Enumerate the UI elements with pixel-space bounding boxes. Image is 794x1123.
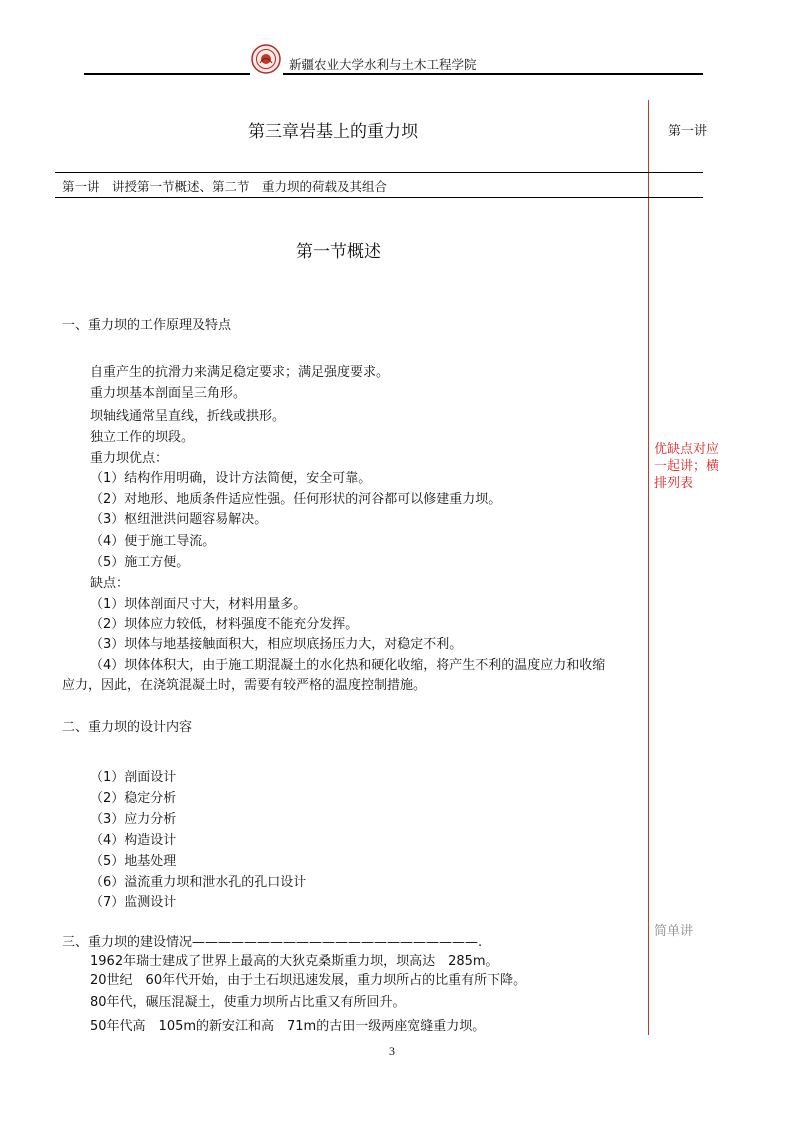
advantage-item: （1）结构作用明确，设计方法简便，安全可靠。 [90,471,372,486]
lecture-rule-bottom [55,197,703,198]
advantage-item: （3）枢纽泄洪问题容易解决。 [90,512,268,527]
history-line: 1962年瑞士建成了世界上最高的大狄克桑斯重力坝，坝高达 285m。 [90,954,499,969]
university-seal-logo [251,44,281,74]
part3-heading: 三、重力坝的建设情况——————————————————————. [62,935,483,950]
lecture-tag: 第一讲 [668,124,708,139]
advantage-item: （2）对地形、地质条件适应性强。任何形状的河谷都可以修建重力坝。 [90,492,502,507]
design-item: （6）溢流重力坝和泄水孔的孔口设计 [90,875,307,890]
part1-line: 重力坝基本剖面呈三角形。 [90,386,247,401]
margin-note-brief: 简单讲 [654,924,694,939]
lecture-rule-top [55,172,703,173]
chapter-title: 第三章岩基上的重力坝 [248,122,418,142]
design-item: （5）地基处理 [90,854,177,869]
margin-note-pros-cons: 优缺点对应 一起讲；横 排列表 [654,442,720,491]
design-item: （1）剖面设计 [90,770,177,785]
lecture-line: 第一讲 讲授第一节概述、第二节 重力坝的荷载及其组合 [62,179,388,194]
disadvantage-item: （2）坝体应力较低，材料强度不能充分发挥。 [90,617,359,632]
page-number: 3 [389,1044,395,1058]
header-rule-right [283,73,703,75]
design-item: （4）构造设计 [90,833,177,848]
history-line: 20世纪 60年代开始，由于土石坝迅速发展，重力坝所占的比重有所下降。 [90,973,527,988]
part1-line: 独立工作的坝段。 [90,430,195,445]
design-item: （3）应力分析 [90,812,177,827]
header-institution: 新疆农业大学水利与土木工程学院 [289,57,477,72]
advantage-item: （5）施工方便。 [90,555,190,570]
disadvantage-item: （1）坝体剖面尺寸大，材料用量多。 [90,597,307,612]
design-item: （2）稳定分析 [90,791,177,806]
part1-line: 自重产生的抗滑力来满足稳定要求；满足强度要求。 [90,365,390,380]
header-rule-left [84,73,250,75]
part2-heading: 二、重力坝的设计内容 [62,720,193,735]
history-line: 80年代，碾压混凝土，使重力坝所占比重又有所回升。 [90,995,406,1010]
disadvantage-item: （4）坝体体积大，由于施工期混凝土的水化热和硬化收缩，将产生不利的温度应力和收缩 [90,658,606,673]
disadvantage-item-continuation: 应力，因此，在浇筑混凝土时，需要有较严格的温度控制措施。 [62,678,427,693]
disadvantage-item: （3）坝体与地基接触面积大，相应坝底扬压力大，对稳定不利。 [90,637,463,652]
margin-rule [648,100,649,1035]
part1-line: 坝轴线通常呈直线，折线或拱形。 [90,409,286,424]
advantages-label: 重力坝优点： [90,451,169,466]
history-line: 50年代高 105m的新安江和高 71m的古田一级两座宽缝重力坝。 [90,1019,486,1034]
design-item: （7）监测设计 [90,895,177,910]
part1-heading: 一、重力坝的工作原理及特点 [62,318,232,333]
section-title: 第一节概述 [296,242,381,262]
advantage-item: （4）便于施工导流。 [90,534,216,549]
disadvantages-label: 缺点： [90,576,130,591]
